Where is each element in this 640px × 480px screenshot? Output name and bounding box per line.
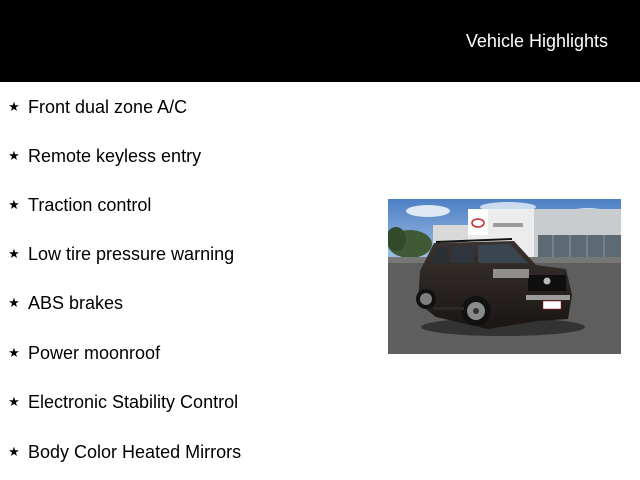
star-icon: ★ (8, 444, 20, 459)
star-icon: ★ (8, 295, 20, 310)
feature-item (7, 390, 238, 414)
feature-item (7, 291, 123, 315)
feature-label: Electronic Stability Control (28, 391, 239, 412)
header-bar (0, 0, 640, 82)
feature-item (7, 144, 201, 168)
vehicle-photo (388, 199, 621, 354)
feature-item (7, 341, 160, 365)
feature-item (7, 242, 234, 266)
feature-item (7, 193, 151, 217)
star-icon: ★ (8, 148, 20, 163)
page-title: Vehicle Highlights (465, 31, 608, 51)
feature-label: Low tire pressure warning (28, 243, 235, 264)
feature-label: Remote keyless entry (28, 145, 202, 166)
feature-label: Body Color Heated Mirrors (28, 441, 242, 462)
feature-label: ABS brakes (28, 292, 124, 313)
star-icon: ★ (8, 197, 20, 212)
star-icon: ★ (8, 99, 20, 114)
star-icon: ★ (8, 246, 20, 261)
feature-item (7, 440, 241, 464)
feature-label: Front dual zone A/C (28, 96, 188, 117)
feature-label: Traction control (28, 194, 152, 215)
feature-list (0, 82, 380, 480)
feature-label: Power moonroof (28, 342, 161, 363)
feature-item (7, 95, 187, 119)
star-icon: ★ (8, 394, 20, 409)
star-icon: ★ (8, 345, 20, 360)
